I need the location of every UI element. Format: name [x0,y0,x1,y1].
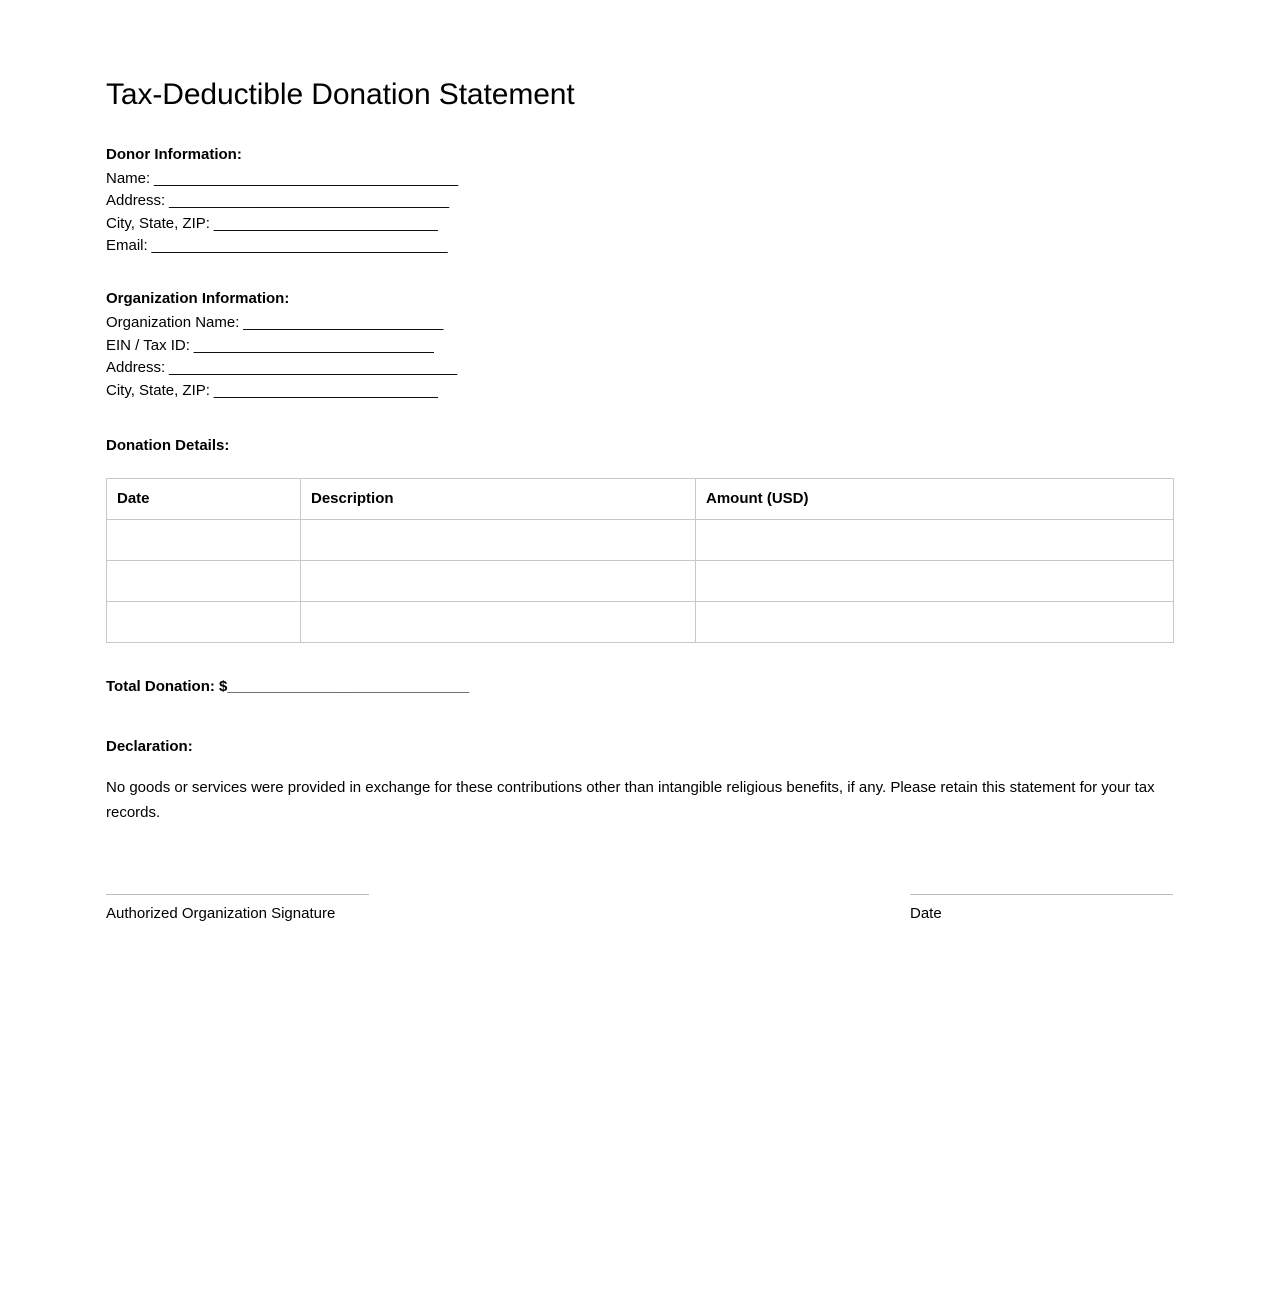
donor-city-state-zip-field[interactable] [106,213,1172,236]
table-header-row [107,479,1174,520]
organization-city-state-zip-label: City, State, ZIP: [106,381,210,399]
organization-name-field[interactable] [106,312,1172,335]
cell-date[interactable] [107,602,301,643]
table-row [107,602,1174,643]
donor-name-blank[interactable]: ______________________________________ [150,169,458,187]
column-header-date: Date [107,479,301,520]
declaration-body: No goods or services were provided in exchange for these contributions other than intangible religious benefits, if any. Please retain this statement for your tax records. [106,779,1155,821]
donor-address-label: Address: [106,192,166,210]
donor-email-label: Email: [106,237,148,255]
cell-description[interactable] [301,520,696,561]
organization-name-blank[interactable]: _________________________ [239,314,444,332]
donation-details-heading: Donation Details: [106,437,230,455]
cell-description[interactable] [301,561,696,602]
donor-name-label: Name: [106,169,151,187]
organization-ein-blank[interactable]: ______________________________ [189,336,434,354]
organization-city-state-zip-blank[interactable]: ____________________________ [209,381,438,399]
table-body [107,520,1174,643]
cell-description[interactable] [301,602,696,643]
organization-information-section [106,288,1172,402]
organization-information-heading: Organization Information: [106,289,290,307]
total-donation-blank[interactable]: ______________________________ [227,678,469,696]
donor-email-field[interactable] [106,235,1172,258]
donor-address-field[interactable] [106,190,1172,213]
signature-block-date [910,894,1173,926]
organization-address-blank[interactable]: ____________________________________ [165,359,457,377]
column-header-amount: Amount (USD) [696,479,1174,520]
organization-address-label: Address: [106,359,166,377]
total-donation-label: Total Donation: $ [106,678,228,696]
organization-name-label: Organization Name: [106,314,240,332]
cell-amount[interactable] [696,602,1174,643]
declaration-section [106,736,1172,825]
organization-address-field[interactable] [106,357,1172,380]
organization-ein-field[interactable] [106,335,1172,358]
donor-city-state-zip-blank[interactable]: ____________________________ [209,214,438,232]
column-header-description: Description [301,479,696,520]
donor-city-state-zip-label: City, State, ZIP: [106,214,210,232]
donor-name-field[interactable] [106,168,1172,191]
total-donation-row[interactable] [106,676,1172,699]
table-row [107,520,1174,561]
donor-email-blank[interactable]: _____________________________________ [147,237,448,255]
donation-details-table [106,478,1174,643]
cell-date[interactable] [107,561,301,602]
cell-amount[interactable] [696,561,1174,602]
table-header [107,479,1174,520]
declaration-heading: Declaration: [106,737,193,755]
donation-details-section [106,435,1172,643]
organization-city-state-zip-field[interactable] [106,380,1172,403]
donor-information-heading: Donor Information: [106,145,242,163]
organization-ein-label: EIN / Tax ID: [106,336,190,354]
donor-information-section [106,144,1172,258]
signature-area [106,894,1173,926]
signature-label-date: Date [910,904,942,922]
donor-address-blank[interactable]: ___________________________________ [165,192,449,210]
cell-amount[interactable] [696,520,1174,561]
cell-date[interactable] [107,520,301,561]
page-title: Tax-Deductible Donation Statement [106,78,575,111]
signature-label-organization: Authorized Organization Signature [106,904,336,922]
signature-block-organization [106,894,369,926]
table-row [107,561,1174,602]
